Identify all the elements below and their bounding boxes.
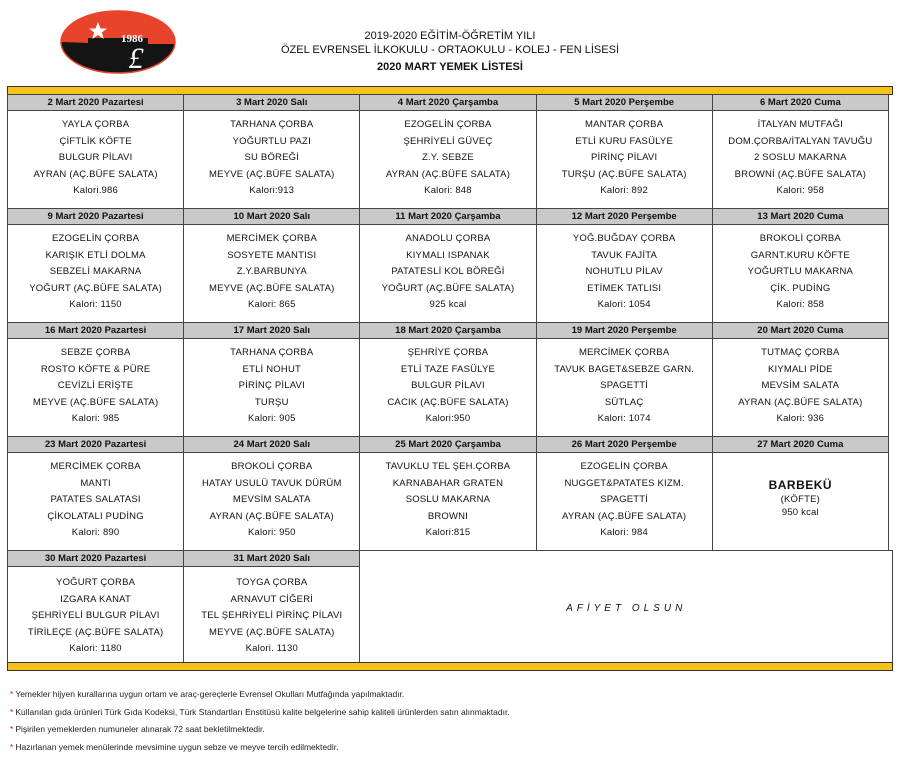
day-title: 10 Mart 2020 Salı [184,209,359,225]
day-menu [537,339,712,436]
menu-item: MEVSİM SALATA [761,380,840,391]
day-cell [7,94,184,209]
asterisk-icon: * [10,741,14,752]
menu-item: PATATESLİ KOL BÖREĞİ [391,266,505,277]
menu-item: MEYVE (AÇ.BÜFE SALATA) [209,168,335,180]
menu-item: BULGUR PİLAVI [411,380,485,391]
day-cell [7,322,184,437]
day-cell [359,322,536,437]
page-header [0,0,900,86]
menu-item: (KÖFTE) [780,494,821,505]
menu-item: MERCİMEK ÇORBA [50,461,141,472]
menu-item: YOĞURT (AÇ.BÜFE SALATA) [29,282,162,294]
note-item [10,704,890,722]
school-logo [60,10,176,74]
menu-item: ÇİK. PUDİNG [770,282,831,294]
day-menu [537,453,712,550]
menu-item: NOHUTLU PİLAV [585,266,663,277]
day-cell [712,322,889,437]
menu-item: YOĞURT (AÇ.BÜFE SALATA) [381,282,515,294]
menu-item: PİRİNÇ PİLAVI [238,380,305,391]
menu-item: SEBZELİ MAKARNA [49,266,142,277]
asterisk-icon: * [10,689,14,699]
menu-item: SPAGETTİ [600,380,649,391]
menu-item: SOSLU MAKARNA [405,494,491,505]
menu-item: PİRİNÇ PİLAVI [591,152,658,163]
day-cell [359,436,536,551]
menu-item: YOĞ.BUĞDAY ÇORBA [572,233,676,244]
menu-item: MEYVE (AÇ.BÜFE SALATA) [209,626,335,638]
day-menu [360,111,535,208]
menu-item: Z.Y.BARBUNYA [236,266,307,277]
calorie-label: Kalori.986 [73,185,118,196]
menu-item: BROKOLİ ÇORBA [759,233,841,244]
asterisk-icon: * [10,724,14,734]
menu-item: ÇİFTLİK KÖFTE [59,135,132,147]
day-menu [713,453,888,550]
day-menu [8,453,183,550]
menu-item: TAVUK FAJİTA [591,249,658,261]
menu-item: BROWNI [427,510,469,522]
menu-item: DOM.ÇORBA/İTALYAN TAVUĞU [728,135,873,147]
week-row [7,95,893,209]
note-item [10,721,890,739]
asterisk-icon: * [10,706,14,717]
day-menu [537,111,712,208]
calorie-label: Kalori: 892 [600,185,648,196]
menu-item: KIYMALI PİDE [767,363,833,375]
menu-item: TURŞU [254,396,289,408]
menu-item: SOSYETE MANTISI [227,249,317,261]
day-menu [713,225,888,322]
day-title: 2 Mart 2020 Pazartesi [8,95,183,111]
day-cell [712,208,889,323]
menu-item: ETİMEK TATLISI [587,282,662,294]
calorie-label: Kalori:950 [425,413,471,424]
menu-item: ANADOLU ÇORBA [405,233,491,244]
calorie-label: Kalori: 1150 [69,299,122,310]
menu-item: 2 SOSLU MAKARNA [753,152,847,163]
menu-item: TOYGA ÇORBA [236,577,308,588]
day-title: 20 Mart 2020 Cuma [713,323,888,339]
note-text: Yemekler hijyen kurallarına uygun ortam ve araç-gereçlerle Evrensel Okulları Mutfağında yapılmaktadır. [15,689,405,699]
menu-item: SPAGETTİ [600,494,649,505]
calorie-label: Kalori: 1180 [69,643,122,654]
header-titles [230,29,670,77]
menu-item: ŞEHRİYELİ BULGUR PİLAVI [31,610,160,621]
day-menu [360,225,535,322]
calorie-label: 950 kcal [781,507,819,518]
menu-item: MEYVE (AÇ.BÜFE SALATA) [32,396,159,408]
day-cell [183,94,360,209]
day-title: 5 Mart 2020 Perşembe [537,95,712,111]
menu-item: TAVUKLU TEL ŞEH.ÇORBA [385,461,511,472]
day-cell [536,436,713,551]
day-title: 19 Mart 2020 Perşembe [537,323,712,339]
menu-item: ŞEHRİYE ÇORBA [407,347,489,358]
menu-item: BROKOLİ ÇORBA [231,461,313,472]
menu-item: YAYLA ÇORBA [61,119,130,130]
menu-title: 2020 MART YEMEK LİSTESİ [377,61,523,73]
day-cell [359,94,536,209]
day-cell [536,322,713,437]
day-menu [184,339,359,436]
menu-item: IZGARA KANAT [60,593,132,605]
menu-item: ŞEHRİYELİ GÜVEÇ [403,135,493,147]
menu-item: KIYMALI ISPANAK [406,249,490,261]
menu-item: Z.Y. SEBZE [421,152,474,163]
calorie-label: Kalori: 848 [424,185,472,196]
day-menu [8,111,183,208]
day-menu [8,339,183,436]
menu-item: AYRAN (AÇ.BÜFE SALATA) [33,168,158,180]
menu-item: GARNT.KURU KÖFTE [750,249,850,261]
school-name-title: ÖZEL EVRENSEL İLKOKULU - ORTAOKULU - KOLEJ - FEN LİSESİ [280,44,620,56]
menu-item: EZOGELİN ÇORBA [404,119,492,130]
day-title: 26 Mart 2020 Perşembe [537,437,712,453]
menu-item: MEVSİM SALATA [232,494,311,505]
day-menu [8,567,183,663]
bon-appetit-text: AFİYET OLSUN [566,603,687,614]
day-cell [712,436,889,551]
note-text: Kullanılan gıda ürünleri Türk Gıda Kodeksi, Türk Standartları Enstitüsü kalite belgelerine sahip kaliteli ürünlerden satın alınmaktadır. [15,706,510,717]
menu-item: AYRAN (AÇ.BÜFE SALATA) [209,510,334,522]
day-menu [713,111,888,208]
day-cell [7,208,184,323]
calorie-label: Kalori: 958 [776,185,825,196]
week-row [7,209,893,323]
day-cell [183,208,360,323]
menu-item: ETLİ TAZE FASÜLYE [400,363,496,375]
day-cell [536,94,713,209]
menu-grid [7,95,893,664]
calorie-label: Kalori. 1130 [245,643,298,654]
menu-item: MERCİMEK ÇORBA [226,233,317,244]
note-text: Hazırlanan yemek menülerinde mevsimine uygun sebze ve meyve tercih edilmektedir. [15,741,339,752]
menu-item: MEYVE (AÇ.BÜFE SALATA) [209,282,335,294]
menu-item: YOĞURT ÇORBA [56,577,136,588]
calorie-label: Kalori: 1054 [597,299,651,310]
day-title: 24 Mart 2020 Salı [184,437,359,453]
menu-item: TAVUK BAGET&SEBZE GARN. [554,363,695,375]
day-title: 16 Mart 2020 Pazartesi [8,323,183,339]
day-menu [537,225,712,322]
day-title: 6 Mart 2020 Cuma [713,95,888,111]
menu-item: KARIŞIK ETLİ DOLMA [45,249,146,261]
day-title: 18 Mart 2020 Çarşamba [360,323,535,339]
menu-item: ROSTO KÖFTE & PÜRE [40,363,151,375]
menu-item: AYRAN (AÇ.BÜFE SALATA) [562,510,687,522]
menu-item: AYRAN (AÇ.BÜFE SALATA) [385,168,511,180]
menu-item: MERCİMEK ÇORBA [578,347,670,358]
academic-year-title: 2019-2020 EĞİTİM-ÖĞRETİM YILI [364,30,536,42]
calorie-label: Kalori: 905 [247,413,296,424]
svg-text:£: £ [128,42,144,74]
day-title: 31 Mart 2020 Salı [184,551,359,567]
menu-item: TURŞU (AÇ.BÜFE SALATA) [561,168,687,180]
calorie-label: Kalori: 950 [247,527,296,538]
menu-item: TUTMAÇ ÇORBA [761,347,840,358]
svg-text:1986: 1986 [121,33,143,45]
day-menu [8,225,183,322]
day-cell [183,322,360,437]
bottom-accent-bar [7,662,893,671]
note-text: Pişirilen yemeklerden numuneler alınarak 72 saat bekletilmektedir. [15,724,265,734]
day-cell [7,436,184,551]
day-cell [536,208,713,323]
day-cell [183,550,360,664]
calorie-label: Kalori: 985 [71,413,120,424]
menu-item: NUGGET&PATATES KIZM. [564,477,684,489]
week-row [7,437,893,551]
menu-item: CACIK (AÇ.BÜFE SALATA) [387,396,509,408]
menu-item: ETLİ KURU FASÜLYE [575,135,674,147]
calorie-label: Kalori:815 [425,527,471,538]
notes-section [10,686,890,756]
menu-item: SÜTLAÇ [604,396,644,408]
menu-item: CEVİZLİ ERİŞTE [57,380,134,391]
day-cell [359,208,536,323]
menu-item: HATAY USULÜ TAVUK DÜRÜM [202,477,342,489]
menu-item: PATATES SALATASI [50,494,141,505]
day-title: 9 Mart 2020 Pazartesi [8,209,183,225]
calorie-label: Kalori: 1074 [597,413,651,424]
calorie-label: 925 kcal [429,299,467,310]
day-title: 17 Mart 2020 Salı [184,323,359,339]
menu-item: KARNABAHAR GRATEN [392,477,504,489]
menu-item: YOĞURTLU PAZI [232,135,311,147]
menu-item: TİRİLEÇE (AÇ.BÜFE SALATA) [27,626,164,638]
calorie-label: Kalori: 936 [776,413,825,424]
day-menu [184,225,359,322]
day-title: 25 Mart 2020 Çarşamba [360,437,535,453]
day-title: 27 Mart 2020 Cuma [713,437,888,453]
calorie-label: Kalori:913 [249,185,295,196]
note-item [10,739,890,757]
day-title: 13 Mart 2020 Cuma [713,209,888,225]
menu-item: TARHANA ÇORBA [230,119,314,130]
day-menu [184,111,359,208]
menu-item: SU BÖREĞİ [244,152,300,163]
menu-item: ÇİKOLATALI PUDİNG [47,510,144,522]
day-title: 12 Mart 2020 Perşembe [537,209,712,225]
calorie-label: Kalori: 984 [600,527,648,538]
menu-item: MANTAR ÇORBA [585,119,664,130]
menu-item: BULGUR PİLAVI [58,152,133,163]
day-cell [712,94,889,209]
day-title: 23 Mart 2020 Pazartesi [8,437,183,453]
day-title: 4 Mart 2020 Çarşamba [360,95,535,111]
day-cell [7,550,184,664]
calorie-label: Kalori: 858 [776,299,825,310]
menu-item: ETLİ NOHUT [242,363,302,375]
menu-item: YOĞURTLU MAKARNA [747,266,854,277]
week-row [7,551,893,664]
day-title: 11 Mart 2020 Çarşamba [360,209,535,225]
menu-item: AYRAN (AÇ.BÜFE SALATA) [738,396,863,408]
menu-item: BROWNİ (AÇ.BÜFE SALATA) [734,168,867,180]
bon-appetit-box [359,550,893,663]
day-menu [184,453,359,550]
note-item [10,686,890,704]
menu-item: ARNAVUT CİĞERİ [230,593,314,605]
menu-item: TARHANA ÇORBA [230,347,314,358]
day-menu [713,339,888,436]
day-menu [360,339,535,436]
menu-item: BARBEKÜ [768,478,833,492]
menu-item: MANTI [80,477,111,489]
calorie-label: Kalori: 865 [247,299,296,310]
menu-item: EZOGELİN ÇORBA [51,233,140,244]
menu-item: EZOGELİN ÇORBA [580,461,668,472]
calorie-label: Kalori: 890 [71,527,120,538]
day-menu [184,567,359,663]
menu-item: SEBZE ÇORBA [60,347,131,358]
week-row [7,323,893,437]
day-cell [183,436,360,551]
day-menu [360,453,535,550]
day-title: 30 Mart 2020 Pazartesi [8,551,183,567]
menu-item: İTALYAN MUTFAĞI [757,119,844,130]
day-title: 3 Mart 2020 Salı [184,95,359,111]
menu-item: TEL ŞEHRİYELİ PİRİNÇ PİLAVI [201,610,343,621]
